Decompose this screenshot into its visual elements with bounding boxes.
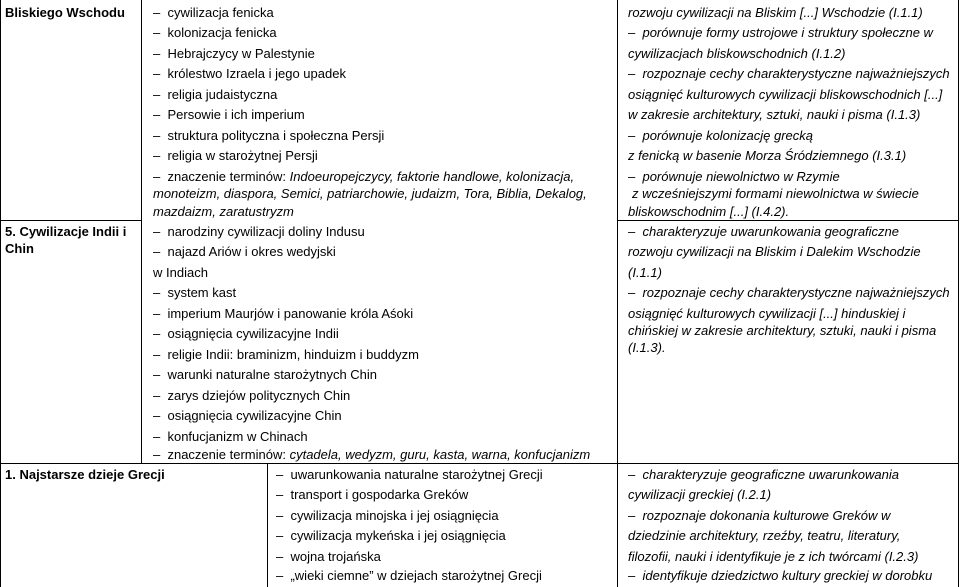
requirement-item: – charakteryzuje uwarunkowania geograficzne [628,224,899,240]
list-item: – religia judaistyczna [153,87,277,103]
list-item: – struktura polityczna i społeczna Persji [153,128,384,144]
table-border-left [0,0,1,587]
list-item: – cywilizacja minojska i jej osiągnięcia [276,508,499,524]
list-item: – Persowie i ich imperium [153,107,305,123]
list-item: – wojna trojańska [276,549,381,565]
list-item: – osiągnięcia cywilizacyjne Chin [153,408,342,424]
list-item: – religie Indii: braminizm, hinduizm i buddyzm [153,347,419,363]
requirement-item: cywilizacji greckiej (I.2.1) [628,487,772,502]
list-item: – system kast [153,285,236,301]
table-col-divider-1 [141,0,142,463]
requirement-item: – identyfikuje dziedzictwo kultury greckiej w dorobku [628,568,932,584]
requirement-item: z fenicką w basenie Morza Śródziemnego (I.3.1) [628,148,907,163]
requirement-item: chińskiej w zakresie architektury, sztuki, nauki i pisma [628,323,937,338]
requirement-item: – rozpoznaje cechy charakterystyczne najważniejszych [628,66,950,82]
list-item: – imperium Maurjów i panowanie króla Aśoki [153,306,413,322]
requirement-item: – porównuje niewolnictwo w Rzymie [628,169,840,185]
table-border-right [958,0,959,587]
list-item: – cywilizacja fenicka [153,5,274,21]
requirement-item: bliskowschodnim [...] (I.4.2). [628,204,790,219]
requirement-item: cywilizacjach bliskowschodnich (I.1.2) [628,46,846,61]
requirement-item: osiągnięć kulturowych cywilizacji [...] hinduskiej i [628,306,906,321]
topic-cell: 1. Najstarsze dzieje Grecji [5,467,165,482]
list-item-continuation: monoteizm, diaspora, Semici, patriarchowie, judaizm, Tora, Biblia, Dekalog, [153,186,587,201]
list-item: – narodziny cywilizacji doliny Indusu [153,224,365,240]
table-row-divider-1 [0,220,141,221]
requirement-item: – rozpoznaje dokonania kulturowe Greków w [628,508,890,524]
requirement-item: dziedzinie architektury, rzeźby, teatru, literatury, [628,528,901,543]
requirement-item: (I.1.3). [628,340,666,355]
requirement-item: – charakteryzuje geograficzne uwarunkowania [628,467,899,483]
list-item [153,169,574,185]
requirement-item: – rozpoznaje cechy charakterystyczne najważniejszych [628,285,950,301]
list-item: – Hebrajczycy w Palestynie [153,46,315,62]
list-item: – transport i gospodarka Greków [276,487,468,503]
list-item: – zarys dziejów politycznych Chin [153,388,350,404]
requirement-item: z wcześniejszymi formami niewolnictwa w świecie [632,186,919,201]
requirement-item: rozwoju cywilizacji na Bliskim i Dalekim Wschodzie [628,244,921,259]
list-item: – „wieki ciemne” w dziejach starożytnej Grecji [276,568,542,584]
requirement-item: rozwoju cywilizacji na Bliskim [...] Wschodzie (I.1.1) [628,5,923,20]
list-item: – najazd Ariów i okres wedyjski [153,244,336,260]
list-item-continuation: w Indiach [153,265,208,280]
list-item: – osiągnięcia cywilizacyjne Indii [153,326,339,342]
table-col-divider-3 [267,463,268,587]
requirement-item: – porównuje kolonizację grecką [628,128,813,144]
requirement-item: osiągnięć kulturowych cywilizacji bliskowschodnich [...] [628,87,943,102]
terms-text: Indoeuropejczycy, faktorie handlowe, kolonizacja, [289,169,575,184]
table-row-divider-2 [0,463,959,464]
list-item: – kolonizacja fenicka [153,25,277,41]
requirement-item: w zakresie architektury, sztuki, nauki i pisma (I.1.3) [628,107,921,122]
list-item: – cywilizacja mykeńska i jej osiągnięcia [276,528,506,544]
terms-prefix: znaczenie terminów: [167,169,290,184]
topic-cell: 5. Cywilizacje Indii i [5,224,127,239]
requirement-item: filozofii, nauki i identyfikuje je z ich twórcami (I.2.3) [628,549,919,564]
list-item: – uwarunkowania naturalne starożytnej Grecji [276,467,543,483]
list-item-continuation: mazdaizm, zaratustryzm [153,204,294,219]
list-item: – królestwo Izraela i jego upadek [153,66,346,82]
topic-cell-line2: Chin [5,241,34,256]
topic-cell: Bliskiego Wschodu [5,5,125,20]
list-item: – konfucjanizm w Chinach [153,429,308,445]
table-row-divider-1b [617,220,959,221]
requirement-item: (I.1.1) [628,265,662,280]
list-item: – religia w starożytnej Persji [153,148,318,164]
table-col-divider-2 [617,0,618,587]
terms-text: cytadela, wedyzm, guru, kasta, warna, konfucjanizm [289,447,591,462]
list-item: – warunki naturalne starożytnych Chin [153,367,377,383]
requirement-item: – porównuje formy ustrojowe i struktury społeczne w [628,25,933,41]
terms-prefix: znaczenie terminów: [167,447,290,462]
list-item [153,447,590,463]
